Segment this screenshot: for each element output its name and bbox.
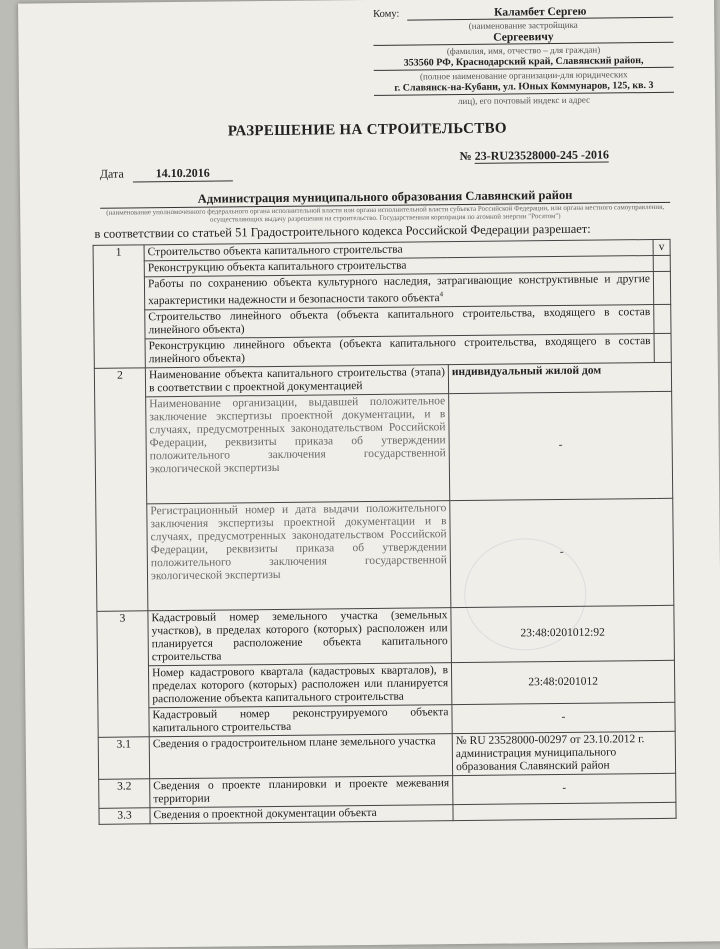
row1-item-0: Строительство объекта капитального строительства [144, 240, 653, 261]
row3-item-2: Кадастровый номер реконструируемого объекта капитального строительства [149, 704, 452, 736]
recipient-label: Кому: [373, 8, 400, 20]
row-number: 3 [97, 611, 149, 738]
row-number: 1 [93, 245, 145, 368]
row1-item-1: Реконструкцию объекта капитального строительства [144, 256, 653, 277]
issuer-caption: (наименование уполномоченного федерального органа исполнительной власти или органа исполнительной власти субъекта Российской Федерации, или органа местного самоуправления, осуществляющих выдачу разрешения на строительство. Государственная корпорация по атомной энергии "Росатом") [106, 202, 665, 224]
table-row [96, 498, 674, 611]
recipient-name-2: Сергеевичу [373, 30, 673, 46]
row1-mark-3 [654, 304, 671, 333]
table-row [98, 731, 675, 779]
recipient-caption-4: лиц), его почтовый индекс и адрес [457, 94, 591, 107]
legal-basis: в соответствии со статьей 51 Градостроительного кодекса Российской Федерации разрешает: [94, 221, 591, 241]
date-value: 14.10.2016 [133, 165, 233, 182]
row3-value-1: 23:48:0201012 [451, 660, 674, 704]
row1-mark-2 [653, 271, 670, 304]
row3-item-0: Кадастровый номер земельного участка (земельных участков), в пределах которого (которых) расположен или планируется расположение объекта капитального строительства [148, 607, 452, 665]
row3-value-2: - [452, 702, 675, 733]
page-title: РАЗРЕШЕНИЕ НА СТРОИТЕЛЬСТВО [227, 120, 507, 140]
row32-value: - [453, 773, 676, 804]
row1-item-4: Реконструкцию линейного объекта (объекта капитального строительства, входящего в состав линейного объекта) [145, 333, 654, 367]
row-number: 3.2 [99, 779, 150, 809]
recipient-caption-2: (фамилия, имя, отчество – для граждан) [446, 44, 601, 57]
row1-item-3: Строительство линейного объекта (объекта капитального строительства, входящего в состав линейного объекта) [145, 304, 654, 338]
recipient-caption-3: (полное наименование организации-для юридических [419, 69, 628, 82]
recipient-caption-1: (наименование застройщика [468, 19, 578, 31]
row31-text: Сведения о градостроительном плане земельного участка [149, 733, 452, 778]
row2-item-0: Наименование объекта капитального строительства (этапа) в соответствии с проектной документацией [145, 364, 448, 396]
row3-item-1: Номер кадастрового квартала (кадастровых кварталов), в пределах которого (которых) расположен или планируется расположение объекта капитального строительства [148, 662, 451, 707]
permit-number-value: 23-RU23528000-245 -2016 [474, 147, 610, 163]
row31-value: № RU 23528000-00297 от 23.10.2012 г. администрация муниципального образования Славянский район [452, 731, 675, 775]
table-row [97, 660, 674, 708]
row-number: 2 [94, 368, 148, 612]
row2-value-2: - [450, 498, 674, 607]
row-number: 3.3 [99, 808, 150, 825]
recipient-address-1: 353560 РФ, Краснодарский край, Славянский район, [374, 55, 674, 71]
table-row [97, 605, 675, 666]
row33-text: Сведения о проектной документации объекта [150, 804, 453, 823]
row3-value-0: 23:48:0201012:92 [451, 605, 675, 662]
footnote-mark: 4 [439, 290, 444, 299]
row2-item-2: Регистрационный номер и дата выдачи положительного заключения экспертизы проектной документации и в случаях, предусмотренных законодательством Российской Федерации, реквизиты приказа об утверждении положительного заключения государственной экологической экспертизы [147, 500, 451, 610]
document-page [18, 0, 720, 949]
row2-value-1: - [449, 391, 673, 500]
row1-item-2: Работы по сохранению объекта культурного наследия, затрагивающие конструктивные и другие характеристики надежности и безопасности такого объекта [147, 273, 651, 308]
date-line [100, 165, 233, 182]
recipient-name-1: Каламбет Сергею [407, 5, 673, 21]
row2-value-0: индивидуальный жилой дом [448, 362, 671, 393]
recipient-address-2: г. Славянск-на-Кубани, ул. Юных Коммунаров, 125, кв. 3 [374, 80, 674, 96]
row32-text: Сведения о проекте планировки и проекте межевания территории [150, 775, 453, 807]
row2-item-1: Наименование организации, выдавшей положительное заключение экспертизы проектной документации, и в случаях, предусмотренных законодательством Российской Федерации, реквизиты приказа об утверждении положительного заключения государственной экологической экспертизы [146, 393, 450, 503]
row1-mark-4 [654, 333, 671, 362]
date-label: Дата [99, 166, 124, 181]
permit-number-label: № [459, 148, 472, 164]
row-number: 3.1 [98, 737, 149, 780]
permit-table [93, 239, 677, 825]
issuer-name: Администрация муниципального образования Славянский район [100, 187, 670, 209]
table-row [95, 391, 673, 504]
permit-number [460, 147, 610, 164]
row33-value [453, 802, 676, 820]
row1-mark-1 [653, 255, 670, 271]
recipient-block [373, 5, 674, 108]
row1-mark-0: v [653, 239, 670, 255]
